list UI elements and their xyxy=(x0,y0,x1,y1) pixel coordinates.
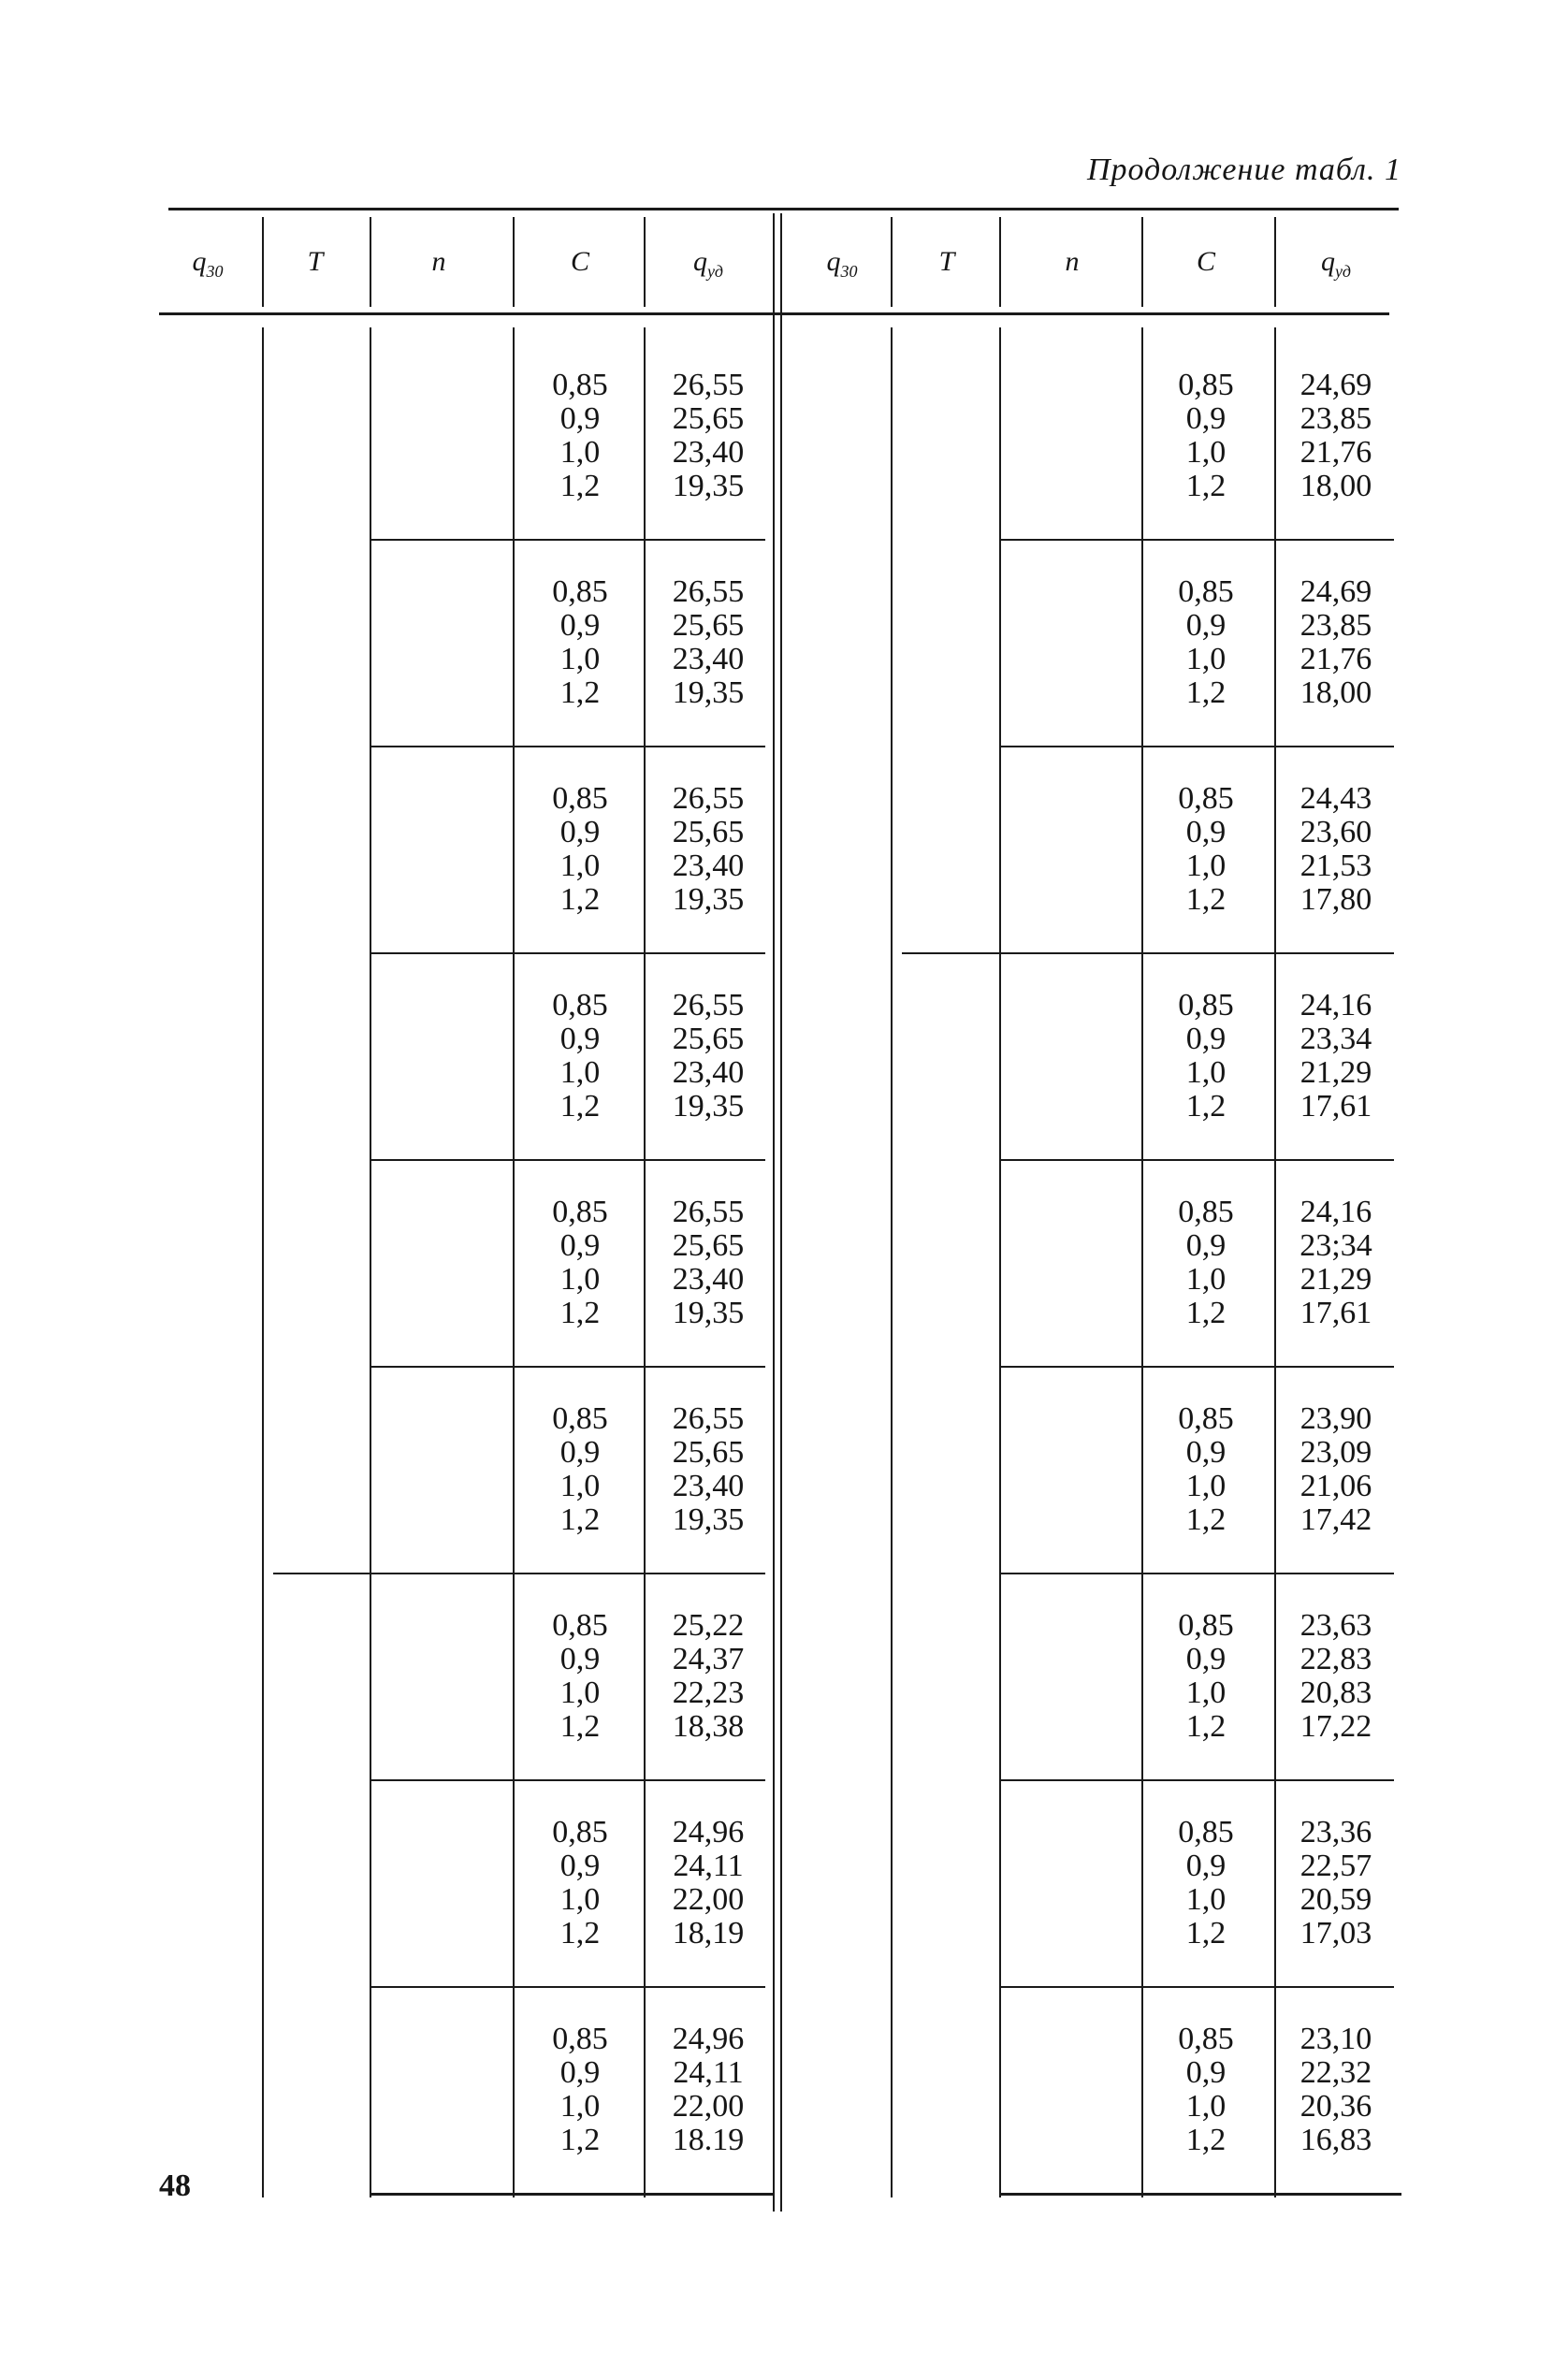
c-value: 0,9 xyxy=(559,607,601,643)
right-header-C-symbol: C xyxy=(1196,246,1215,277)
qud-value: 19,35 xyxy=(672,1295,745,1330)
left-row-c-values xyxy=(524,1609,636,1744)
c-value: 0,85 xyxy=(1178,780,1234,816)
qud-value: 19,35 xyxy=(672,468,745,503)
qud-value: 22,00 xyxy=(672,1881,745,1917)
qud-value: 25,65 xyxy=(672,607,745,643)
qud-value: 26,55 xyxy=(672,1194,745,1229)
right-row-qud-values xyxy=(1270,1609,1401,1744)
c-value: 0,9 xyxy=(1185,400,1227,436)
column-divider xyxy=(891,217,893,307)
column-divider xyxy=(1274,217,1276,307)
qud-value: 23,40 xyxy=(672,641,745,676)
c-value: 1,2 xyxy=(559,881,601,917)
left-header-C-symbol: C xyxy=(570,246,589,277)
c-value: 0,85 xyxy=(1178,1400,1234,1436)
qud-value: 17,61 xyxy=(1299,1088,1372,1124)
row-divider xyxy=(999,1779,1394,1781)
left-row-qud-values xyxy=(643,1816,774,1951)
right-row-qud-values xyxy=(1270,1816,1401,1951)
c-value: 1,2 xyxy=(559,1295,601,1330)
c-value: 1,2 xyxy=(1185,2122,1227,2157)
column-divider xyxy=(262,327,264,2197)
qud-value: 22,83 xyxy=(1299,1641,1372,1676)
column-divider xyxy=(1141,327,1143,2197)
left-header-qud-symbol: q xyxy=(692,246,707,277)
c-value: 1,0 xyxy=(559,641,601,676)
column-divider xyxy=(513,217,515,307)
qud-value: 26,55 xyxy=(672,780,745,816)
c-value: 1,2 xyxy=(1185,1501,1227,1537)
qud-value: 25,65 xyxy=(672,1021,745,1056)
c-value: 0,9 xyxy=(1185,1021,1227,1056)
row-divider xyxy=(999,746,1394,747)
row-divider xyxy=(999,2193,1401,2196)
row-divider xyxy=(370,1779,765,1781)
c-value: 0,85 xyxy=(552,780,608,816)
c-value: 1,0 xyxy=(1185,848,1227,883)
row-divider xyxy=(370,1986,765,1988)
c-value: 0,85 xyxy=(552,367,608,402)
qud-value: 21,76 xyxy=(1299,434,1372,470)
qud-value: 26,55 xyxy=(672,367,745,402)
c-value: 1,2 xyxy=(559,468,601,503)
c-value: 1,0 xyxy=(559,848,601,883)
qud-value: 21,53 xyxy=(1299,848,1372,883)
right-row-c-values xyxy=(1150,575,1262,710)
qud-value: 22,23 xyxy=(672,1675,745,1710)
qud-value: 23,85 xyxy=(1299,607,1372,643)
c-value: 1,2 xyxy=(1185,1915,1227,1951)
row-divider xyxy=(370,539,765,541)
qud-value: 19,35 xyxy=(672,881,745,917)
qud-value: 18,19 xyxy=(672,1915,745,1951)
right-row-c-values xyxy=(1150,782,1262,917)
left-row-qud-values xyxy=(643,369,774,503)
row-divider xyxy=(999,1986,1394,1988)
right-row-c-values xyxy=(1150,1816,1262,1951)
c-value: 0,85 xyxy=(1178,367,1234,402)
c-value: 1,2 xyxy=(559,2122,601,2157)
right-header-q30 xyxy=(786,246,898,282)
column-divider xyxy=(780,213,782,2212)
qud-value: 23,85 xyxy=(1299,400,1372,436)
column-divider xyxy=(891,327,893,2197)
c-value: 1,2 xyxy=(559,1708,601,1744)
left-row-c-values xyxy=(524,1196,636,1330)
c-value: 0,9 xyxy=(559,814,601,849)
c-value: 0,85 xyxy=(552,1194,608,1229)
right-header-C xyxy=(1150,246,1262,278)
row-divider xyxy=(370,2193,773,2196)
left-row-c-values xyxy=(524,1816,636,1951)
right-row-c-values xyxy=(1150,989,1262,1124)
qud-value: 24,69 xyxy=(1299,367,1372,402)
qud-value: 24,69 xyxy=(1299,573,1372,609)
c-value: 0,9 xyxy=(559,1227,601,1263)
qud-value: 24,16 xyxy=(1299,987,1372,1022)
qud-value: 22,57 xyxy=(1299,1848,1372,1883)
qud-value: 22,32 xyxy=(1299,2054,1372,2090)
qud-value: 24,43 xyxy=(1299,780,1372,816)
c-value: 0,85 xyxy=(552,573,608,609)
left-header-q30-symbol: q xyxy=(192,246,207,277)
c-value: 0,9 xyxy=(1185,814,1227,849)
qud-value: 23,10 xyxy=(1299,2021,1372,2056)
c-value: 0,85 xyxy=(1178,1814,1234,1849)
qud-value: 18.19 xyxy=(672,2122,745,2157)
c-value: 0,9 xyxy=(1185,607,1227,643)
qud-value: 17,61 xyxy=(1299,1295,1372,1330)
right-row-c-values xyxy=(1150,1609,1262,1744)
qud-value: 21,29 xyxy=(1299,1261,1372,1297)
right-header-qud xyxy=(1280,246,1392,282)
right-header-q30-symbol: q xyxy=(826,246,841,277)
right-row-c-values xyxy=(1150,2023,1262,2157)
qud-value: 16,83 xyxy=(1299,2122,1372,2157)
qud-value: 23,40 xyxy=(672,1468,745,1503)
c-value: 1,0 xyxy=(559,1468,601,1503)
qud-value: 24,96 xyxy=(672,2021,745,2056)
qud-value: 20,83 xyxy=(1299,1675,1372,1710)
qud-value: 19,35 xyxy=(672,674,745,710)
c-value: 1,0 xyxy=(1185,1881,1227,1917)
c-value: 1,0 xyxy=(559,2088,601,2124)
qud-value: 21,06 xyxy=(1299,1468,1372,1503)
left-row-c-values xyxy=(524,782,636,917)
c-value: 0,85 xyxy=(552,1607,608,1643)
c-value: 0,9 xyxy=(559,1021,601,1056)
qud-value: 23;34 xyxy=(1299,1227,1372,1263)
row-divider xyxy=(999,1573,1394,1574)
c-value: 0,85 xyxy=(552,1814,608,1849)
qud-value: 23,34 xyxy=(1299,1021,1372,1056)
c-value: 0,85 xyxy=(1178,1607,1234,1643)
left-row-qud-values xyxy=(643,1196,774,1330)
page-number: 48 xyxy=(159,2168,191,2203)
left-row-qud-values xyxy=(643,782,774,917)
left-row-c-values xyxy=(524,575,636,710)
left-row-c-values xyxy=(524,369,636,503)
qud-value: 26,55 xyxy=(672,573,745,609)
qud-value: 25,65 xyxy=(672,1227,745,1263)
right-header-T-symbol: T xyxy=(938,246,955,277)
c-value: 0,9 xyxy=(1185,1848,1227,1883)
c-value: 1,2 xyxy=(1185,1295,1227,1330)
left-header-qud-subscript: уд xyxy=(706,262,724,281)
qud-value: 26,55 xyxy=(672,987,745,1022)
c-value: 0,9 xyxy=(1185,1434,1227,1470)
qud-value: 17,22 xyxy=(1299,1708,1372,1744)
qud-value: 18,00 xyxy=(1299,674,1372,710)
row-divider xyxy=(902,952,1394,954)
column-divider xyxy=(513,327,515,2197)
qud-value: 26,55 xyxy=(672,1400,745,1436)
c-value: 1,2 xyxy=(1185,881,1227,917)
c-value: 1,0 xyxy=(559,1054,601,1090)
c-value: 0,9 xyxy=(559,400,601,436)
left-row-c-values xyxy=(524,989,636,1124)
c-value: 0,85 xyxy=(552,2021,608,2056)
c-value: 0,85 xyxy=(552,1400,608,1436)
column-divider xyxy=(370,217,371,307)
c-value: 0,9 xyxy=(559,1434,601,1470)
left-row-qud-values xyxy=(643,989,774,1124)
qud-value: 23,40 xyxy=(672,848,745,883)
c-value: 0,85 xyxy=(1178,1194,1234,1229)
right-row-qud-values xyxy=(1270,782,1401,917)
qud-value: 23,36 xyxy=(1299,1814,1372,1849)
qud-value: 24,11 xyxy=(673,2054,744,2090)
right-row-qud-values xyxy=(1270,369,1401,503)
column-divider xyxy=(1141,217,1143,307)
table-continuation-caption: Продолжение табл. 1 xyxy=(1086,152,1401,187)
right-header-n-symbol: n xyxy=(1065,246,1080,277)
c-value: 0,9 xyxy=(559,2054,601,2090)
qud-value: 20,36 xyxy=(1299,2088,1372,2124)
c-value: 1,0 xyxy=(1185,1468,1227,1503)
c-value: 0,85 xyxy=(1178,987,1234,1022)
column-divider xyxy=(370,327,371,2197)
row-divider xyxy=(999,1366,1394,1368)
row-divider xyxy=(370,746,765,747)
c-value: 1,0 xyxy=(1185,1675,1227,1710)
row-divider xyxy=(273,1573,765,1574)
qud-value: 25,65 xyxy=(672,400,745,436)
c-value: 1,0 xyxy=(1185,434,1227,470)
left-row-c-values xyxy=(524,1402,636,1537)
c-value: 1,0 xyxy=(1185,641,1227,676)
qud-value: 18,38 xyxy=(672,1708,745,1744)
qud-value: 17,42 xyxy=(1299,1501,1372,1537)
qud-value: 24,37 xyxy=(672,1641,745,1676)
row-divider xyxy=(168,208,1399,210)
qud-value: 23,09 xyxy=(1299,1434,1372,1470)
c-value: 1,0 xyxy=(559,1675,601,1710)
c-value: 1,0 xyxy=(559,434,601,470)
right-row-qud-values xyxy=(1270,2023,1401,2157)
c-value: 1,0 xyxy=(1185,2088,1227,2124)
c-value: 0,9 xyxy=(1185,1641,1227,1676)
qud-value: 17,03 xyxy=(1299,1915,1372,1951)
left-header-n xyxy=(383,246,495,278)
row-divider xyxy=(370,1159,765,1161)
c-value: 0,9 xyxy=(559,1641,601,1676)
qud-value: 23,40 xyxy=(672,1054,745,1090)
c-value: 1,2 xyxy=(559,1501,601,1537)
qud-value: 20,59 xyxy=(1299,1881,1372,1917)
left-header-n-symbol: n xyxy=(431,246,446,277)
right-header-qud-subscript: уд xyxy=(1334,262,1352,281)
c-value: 0,85 xyxy=(1178,2021,1234,2056)
right-row-c-values xyxy=(1150,369,1262,503)
c-value: 1,2 xyxy=(1185,1708,1227,1744)
qud-value: 24,11 xyxy=(673,1848,744,1883)
left-row-qud-values xyxy=(643,575,774,710)
right-header-q30-subscript: 30 xyxy=(840,262,858,281)
qud-value: 19,35 xyxy=(672,1501,745,1537)
c-value: 1,0 xyxy=(1185,1054,1227,1090)
c-value: 1,0 xyxy=(559,1261,601,1297)
row-divider xyxy=(370,1366,765,1368)
column-divider xyxy=(262,217,264,307)
qud-value: 25,22 xyxy=(672,1607,745,1643)
qud-value: 23,40 xyxy=(672,434,745,470)
left-header-q30-subscript: 30 xyxy=(206,262,224,281)
right-header-n xyxy=(1016,246,1128,278)
left-header-qud xyxy=(652,246,764,282)
right-row-qud-values xyxy=(1270,1196,1401,1330)
qud-value: 23,90 xyxy=(1299,1400,1372,1436)
c-value: 0,85 xyxy=(1178,573,1234,609)
qud-value: 23,60 xyxy=(1299,814,1372,849)
c-value: 1,2 xyxy=(1185,1088,1227,1124)
c-value: 1,2 xyxy=(1185,468,1227,503)
left-header-T-symbol: T xyxy=(307,246,324,277)
qud-value: 21,29 xyxy=(1299,1054,1372,1090)
left-row-qud-values xyxy=(643,1402,774,1537)
right-row-c-values xyxy=(1150,1196,1262,1330)
column-divider xyxy=(644,217,646,307)
right-row-qud-values xyxy=(1270,1402,1401,1537)
qud-value: 24,16 xyxy=(1299,1194,1372,1229)
row-divider xyxy=(999,539,1394,541)
c-value: 1,0 xyxy=(559,1881,601,1917)
c-value: 1,0 xyxy=(1185,1261,1227,1297)
c-value: 1,2 xyxy=(559,1088,601,1124)
qud-value: 25,65 xyxy=(672,1434,745,1470)
c-value: 0,85 xyxy=(552,987,608,1022)
right-header-qud-symbol: q xyxy=(1320,246,1335,277)
column-divider xyxy=(999,217,1001,307)
row-divider xyxy=(999,1159,1394,1161)
left-header-T xyxy=(259,246,371,278)
c-value: 0,9 xyxy=(1185,1227,1227,1263)
qud-value: 21,76 xyxy=(1299,641,1372,676)
qud-value: 17,80 xyxy=(1299,881,1372,917)
column-divider xyxy=(999,327,1001,2197)
left-header-q30 xyxy=(152,246,264,282)
right-row-c-values xyxy=(1150,1402,1262,1537)
c-value: 1,2 xyxy=(1185,674,1227,710)
c-value: 0,9 xyxy=(1185,2054,1227,2090)
right-row-qud-values xyxy=(1270,989,1401,1124)
c-value: 0,9 xyxy=(559,1848,601,1883)
left-row-qud-values xyxy=(643,1609,774,1744)
qud-value: 23,63 xyxy=(1299,1607,1372,1643)
qud-value: 25,65 xyxy=(672,814,745,849)
right-header-T xyxy=(891,246,1003,278)
qud-value: 19,35 xyxy=(672,1088,745,1124)
c-value: 1,2 xyxy=(559,674,601,710)
c-value: 1,2 xyxy=(559,1915,601,1951)
row-divider xyxy=(370,952,765,954)
qud-value: 18,00 xyxy=(1299,468,1372,503)
left-row-qud-values xyxy=(643,2023,774,2157)
qud-value: 23,40 xyxy=(672,1261,745,1297)
right-row-qud-values xyxy=(1270,575,1401,710)
qud-value: 22,00 xyxy=(672,2088,745,2124)
left-header-C xyxy=(524,246,636,278)
left-row-c-values xyxy=(524,2023,636,2157)
qud-value: 24,96 xyxy=(672,1814,745,1849)
